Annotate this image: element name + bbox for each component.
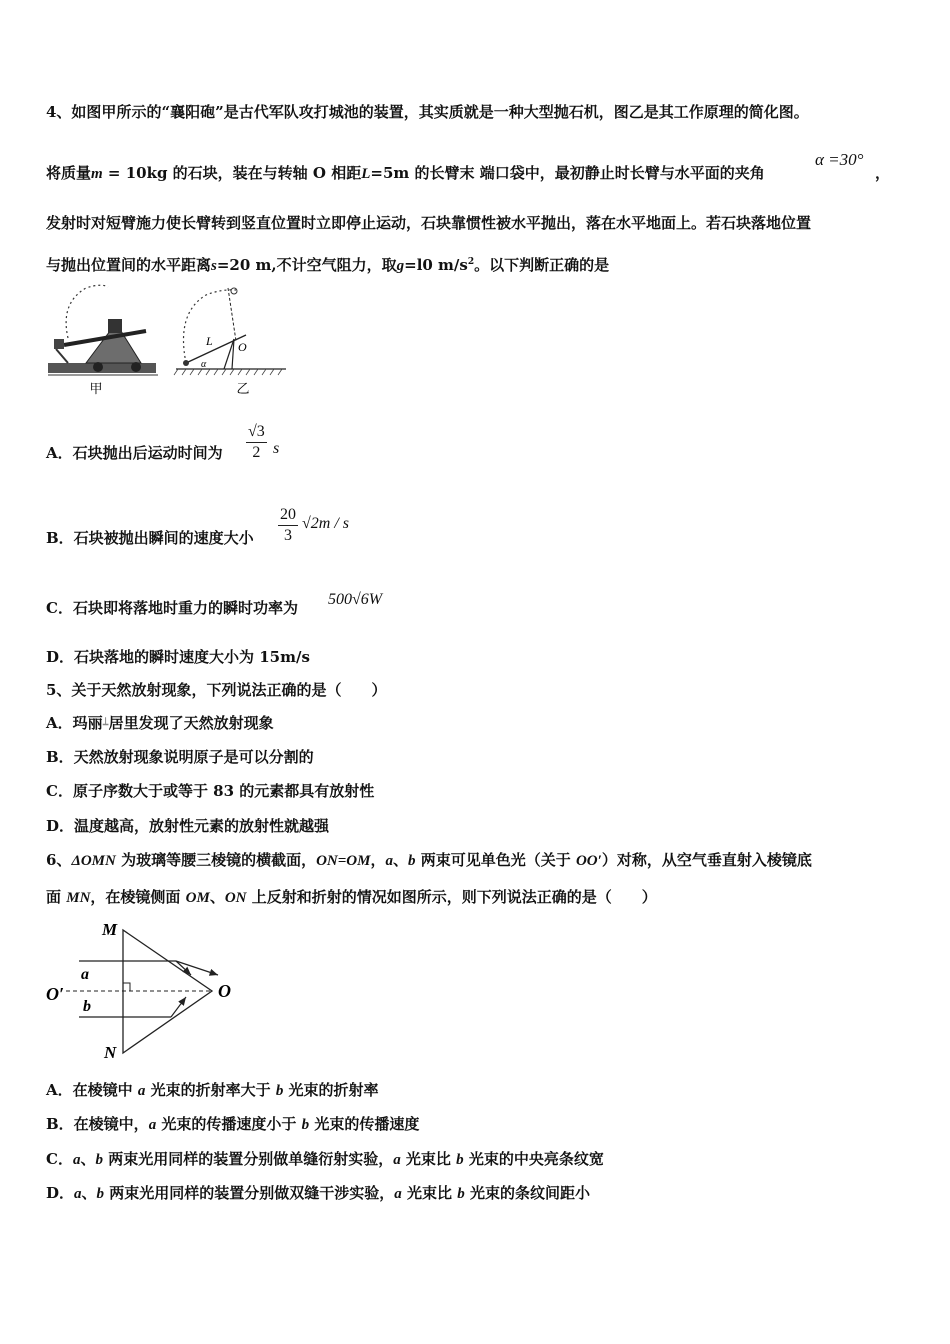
q4-option-c — [46, 598, 298, 618]
q4-l4-d: 。以下判断正确的是 — [474, 256, 610, 274]
right-angle-mark — [123, 983, 130, 991]
q6-b-1: B．在棱镜中， — [46, 1115, 149, 1133]
q4-l2-L: L — [361, 166, 371, 182]
q6-l1-b: ， — [370, 851, 386, 869]
q6-l2-a: 面 — [46, 888, 67, 906]
q6-option-c — [46, 1149, 604, 1170]
q6-d-b2: b — [457, 1186, 465, 1202]
q4-l4-c: =l0 m/s — [404, 256, 468, 274]
fig-alpha: α — [201, 359, 207, 370]
q6-c-1: C． — [46, 1150, 73, 1168]
q6-d-2: 、 — [81, 1184, 97, 1202]
fig-O: O — [218, 981, 231, 1001]
q6-c-a: a — [72, 1152, 81, 1168]
q4-line-1 — [46, 102, 809, 122]
q6-c-3: 两束光用同样的装置分别做单缝衍射实验， — [102, 1150, 394, 1168]
q6-l1-oo: OO′ — [575, 853, 602, 869]
q4-l2-c: =5m 的长臂末 端口袋中，最初静止时长臂与水平面的夹角 — [370, 164, 765, 182]
q4-l2-a: 将质量 — [46, 164, 92, 182]
fig-L: L — [206, 334, 213, 348]
q6-b-b: b — [301, 1117, 310, 1133]
q6-l1-bb: b — [408, 853, 416, 869]
q6-d-4: 光束比 — [401, 1184, 458, 1202]
fig-M: M — [102, 920, 118, 939]
q6-option-a — [46, 1080, 379, 1101]
fig-N: N — [104, 1043, 117, 1062]
q6-l1-num: 6、 — [46, 851, 72, 869]
fig-label-yi: 乙 — [236, 381, 250, 396]
q6-d-3: 两束光用同样的装置分别做双缝干涉实验， — [104, 1184, 395, 1202]
q6-a-2: 光束的折射率大于 — [145, 1081, 276, 1099]
q4-l4-b: =20 m,不计空气阻力，取 — [216, 256, 397, 274]
q6-l1-a: 为玻璃等腰三棱镜的横截面， — [115, 851, 317, 869]
q6-c-a2: a — [393, 1152, 401, 1168]
q6-b-a: a — [148, 1117, 157, 1133]
q6-l1-ab: a — [385, 853, 393, 869]
q6-l1-d: 两束可见单色光（关于 — [415, 851, 576, 869]
fig-O: O — [238, 340, 247, 354]
q5-option-c: C．原子序数大于或等于 83 的元素都具有放射性 — [46, 782, 375, 800]
catapult-illustration — [48, 285, 158, 375]
q4-alpha-formula: α =30° — [815, 150, 864, 169]
q4-opt-b-num: 20 — [278, 505, 298, 526]
q4-opt-a-fraction — [246, 422, 267, 463]
q4-opt-b-text: B．石块被抛出瞬间的速度大小 — [46, 529, 254, 547]
q6-l2-b: ，在棱镜侧面 — [90, 888, 186, 906]
q5-option-b: B．天然放射现象说明原子是可以分割的 — [46, 748, 314, 766]
q6-a-1: A．在棱镜中 — [46, 1081, 138, 1099]
q6-a-b: b — [275, 1083, 284, 1099]
q5-option-d: D．温度越高，放射性元素的放射性就越强 — [46, 817, 330, 835]
q6-l1-c: 、 — [393, 851, 409, 869]
q6-d-1: D． — [46, 1184, 75, 1202]
q6-l2-on: ON — [224, 890, 247, 906]
q4-option-a — [46, 443, 223, 463]
q4-opt-a-num: √3 — [246, 422, 267, 443]
q4-l4-s: s — [211, 258, 217, 274]
fig-O-prime: O′ — [46, 984, 65, 1004]
q6-b-3: 光束的传播速度 — [309, 1115, 420, 1133]
fig-label-jia: 甲 — [89, 381, 103, 396]
q4-option-d: D．石块落地的瞬时速度大小为 15m/s — [46, 648, 310, 666]
q4-l2-end: ， — [875, 164, 891, 182]
ray-a-refract — [176, 961, 218, 975]
q6-a-3: 光束的折射率 — [283, 1081, 379, 1099]
q4-opt-c-math: 500√6W — [328, 591, 383, 608]
q4-l4-sup: 2 — [467, 257, 475, 267]
q4-l4-g: g — [396, 258, 405, 274]
q5-opt-a-mark: ⟘ — [102, 717, 109, 728]
q4-l2-b: = 10kg 的石块，装在与转轴 O 相距 — [102, 164, 362, 182]
q6-l2-d: 上反射和折射的情况如图所示，则下列说法正确的是（ ） — [246, 888, 657, 906]
q5-option-a — [46, 713, 274, 733]
q6-d-a2: a — [394, 1186, 402, 1202]
q4-opt-c-text: C．石块即将落地时重力的瞬时功率为 — [46, 599, 298, 617]
q4-line-2 — [46, 163, 765, 184]
q4-option-b — [46, 528, 254, 548]
q5-stem: 5、关于天然放射现象，下列说法正确的是（ ） — [46, 681, 387, 699]
q6-line-1 — [46, 850, 812, 871]
q6-c-b2: b — [456, 1152, 464, 1168]
q6-l2-om: OM — [185, 890, 210, 906]
q6-l1-e: ）对称，从空气垂直射入棱镜底 — [601, 851, 812, 869]
q4-line-1-text: 4、如图甲所示的“襄阳砲”是古代军队攻打城池的装置，其实质就是一种大型抛石机，图乙是其工作原理的简化图。 — [46, 103, 809, 121]
q4-l4-a: 与抛出位置间的水平距离 — [46, 256, 212, 274]
q6-l1-eq: ON=OM — [316, 853, 371, 869]
q4-line-4 — [46, 252, 609, 276]
q6-a-a: a — [137, 1083, 146, 1099]
q4-opt-b-fraction — [278, 505, 298, 546]
fig-b: b — [83, 998, 91, 1015]
q6-c-4: 光束比 — [400, 1150, 457, 1168]
q4-opt-a-text: A．石块抛出后运动时间为 — [46, 444, 223, 462]
q4-opt-a-unit: s — [273, 440, 280, 457]
q4-l2-m: m — [91, 166, 103, 182]
q6-c-b: b — [95, 1152, 103, 1168]
q6-l1-tri: ΔOMN — [71, 853, 116, 869]
q6-d-a: a — [74, 1186, 82, 1202]
q6-l2-mn: MN — [66, 890, 91, 906]
q6-b-2: 光束的传播速度小于 — [156, 1115, 302, 1133]
q6-prism-figure — [46, 915, 246, 1065]
q6-d-b: b — [96, 1186, 105, 1202]
q4-opt-b-den: 3 — [284, 527, 292, 544]
q5-opt-a-1: A．玛丽 — [46, 714, 103, 732]
q6-option-b — [46, 1114, 419, 1135]
q5-opt-a-2: 居里发现了天然放射现象 — [108, 714, 274, 732]
q4-line-3: 发射时对短臂施力使长臂转到竖直位置时立即停止运动，石块靠惯性被水平抛出，落在水平地面上。若石块落地位置 — [46, 214, 812, 232]
q6-l2-c: 、 — [209, 888, 225, 906]
q6-option-d — [46, 1183, 590, 1204]
q4-figure — [46, 283, 291, 398]
q6-d-5: 光束的条纹间距小 — [464, 1184, 590, 1202]
q4-opt-a-den: 2 — [252, 444, 261, 461]
q6-c-2: 、 — [80, 1150, 96, 1168]
fig-a: a — [81, 966, 89, 983]
schematic-illustration — [174, 288, 286, 375]
q4-opt-b-rest: √2m / s — [302, 515, 350, 532]
q6-c-5: 光束的中央亮条纹宽 — [463, 1150, 604, 1168]
q6-line-2 — [46, 887, 657, 908]
